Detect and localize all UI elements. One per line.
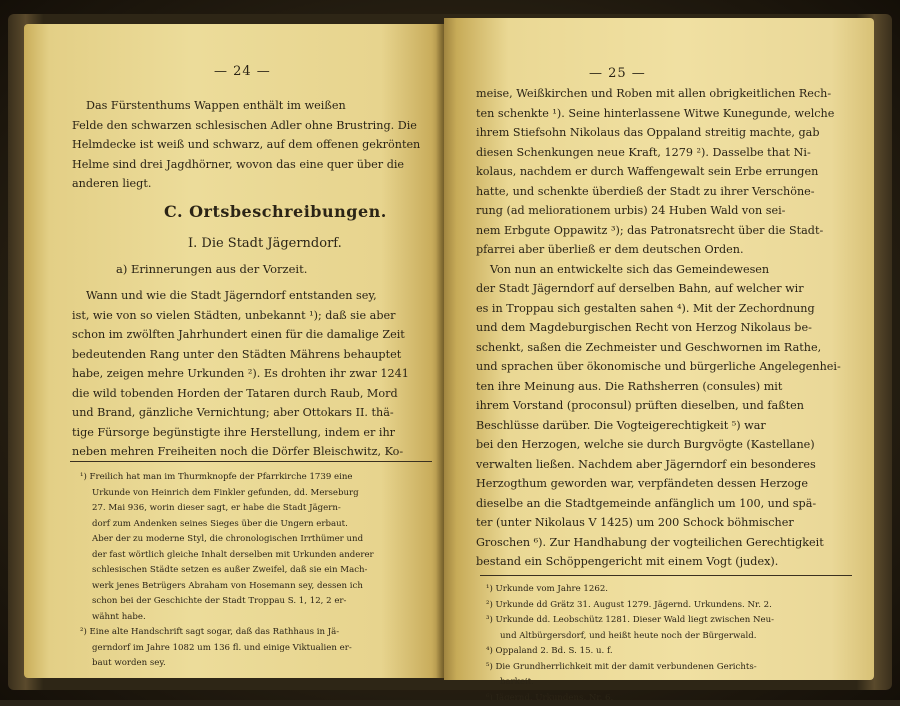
footnote-line: ¹) Freilich hat man im Thurmknopfe der Pfarrkirche 1739 eine <box>70 470 434 486</box>
text-line: Herzogthum geworden war, verpfändeten dessen Herzoge <box>476 474 852 494</box>
text-line: anderen liegt. <box>72 174 432 194</box>
text-line: ten ihre Meinung aus. Die Rathsherren (consules) mit <box>476 377 852 397</box>
text-line: neben mehren Freiheiten noch die Dörfer Bleischwitz, Ko- <box>72 442 432 462</box>
page-number-right: — 25 — <box>589 66 646 81</box>
footnote-line: 27. Mai 936, worin dieser sagt, er habe die Stadt Jägern- <box>70 501 434 517</box>
footnote-line: ⁵) Die Grundherrlichkeit mit der damit verbundenen Gerichts- <box>486 660 846 676</box>
text-line: bei den Herzogen, welche sie durch Burgvögte (Kastellane) <box>476 435 852 455</box>
text-line: Groschen ⁶). Zur Handhabung der vogteilichen Gerechtigkeit <box>476 533 852 553</box>
text-line: schenkt, saßen die Zechmeister und Geschwornen im Rathe, <box>476 338 852 358</box>
footnote-line: ⁴) Oppaland 2. Bd. S. 15. u. f. <box>486 644 846 660</box>
sub-title: I. Die Stadt Jägerndorf. <box>188 236 342 251</box>
text-line: ter (unter Nikolaus V 1425) um 200 Schock böhmischer <box>476 513 852 533</box>
text-line: und sprachen über ökonomische und bürgerliche Angelegenhei- <box>476 357 852 377</box>
footnote-line: werk jenes Betrügers Abraham von Hosemann sey, dessen ich <box>70 579 434 595</box>
right-page <box>444 18 874 680</box>
footnote-line: ⁶) Jägernd. Urkundens. Nr. 6. <box>486 691 846 706</box>
footnote-divider <box>70 461 432 462</box>
footnote-line: ¹) Urkunde vom Jahre 1262. <box>486 582 846 598</box>
sub-section-title: a) Erinnerungen aus der Vorzeit. <box>116 262 307 276</box>
text-line: ten schenkte ¹). Seine hinterlassene Witwe Kunegunde, welche <box>476 104 852 124</box>
footnote-line: Urkunde von Heinrich dem Finkler gefunden, dd. Merseburg <box>70 486 434 502</box>
text-line: schon im zwölften Jahrhundert einen für die damalige Zeit <box>72 325 432 345</box>
right-main-text <box>476 84 852 572</box>
footnote-line: schlesischen Städte setzen es außer Zweifel, daß sie ein Mach- <box>70 563 434 579</box>
text-line: verwalten ließen. Nachdem aber Jägerndorf ein besonderes <box>476 455 852 475</box>
footnote-line: ³) Urkunde dd. Leobschütz 1281. Dieser Wald liegt zwischen Neu- <box>486 613 846 629</box>
footnote-line: Aber der zu moderne Styl, die chronologischen Irrthümer und <box>70 532 434 548</box>
footnote-line: barkeit. <box>486 675 846 691</box>
footnote-line: und Altbürgersdorf, und heißt heute noch der Bürgerwald. <box>486 629 846 645</box>
footnote-line: ²) Eine alte Handschrift sagt sogar, daß das Rathhaus in Jä- <box>70 625 434 641</box>
text-line: bestand ein Schöppengericht mit einem Vogt (judex). <box>476 552 852 572</box>
left-page <box>24 24 444 678</box>
footnote-line: dorf zum Andenken seines Sieges über die Ungern erbaut. <box>70 517 434 533</box>
text-line: ist, wie von so vielen Städten, unbekannt ¹); daß sie aber <box>72 306 432 326</box>
footnote-line: ²) Urkunde dd Grätz 31. August 1279. Jägernd. Urkundens. Nr. 2. <box>486 598 846 614</box>
footnote-line: wähnt habe. <box>70 610 434 626</box>
text-line: Beschlüsse darüber. Die Vogteigerechtigkeit ⁵) war <box>476 416 852 436</box>
text-line: und dem Magdeburgischen Recht von Herzog Nikolaus be- <box>476 318 852 338</box>
text-line: es in Troppau sich gestalten sahen ⁴). Mit der Zechordnung <box>476 299 852 319</box>
text-line: dieselbe an die Stadtgemeinde anfänglich um 100, und spä- <box>476 494 852 514</box>
text-line: meise, Weißkirchen und Roben mit allen obrigkeitlichen Rech- <box>476 84 852 104</box>
text-line: rung (ad meliorationem urbis) 24 Huben Wald von sei- <box>476 201 852 221</box>
text-line: kolaus, nachdem er durch Waffengewalt sein Erbe errungen <box>476 162 852 182</box>
text-line: ihrem Vorstand (proconsul) prüften dieselben, und faßten <box>476 396 852 416</box>
footnotes-right <box>486 500 846 706</box>
text-line: die wild tobenden Horden der Tataren durch Raub, Mord <box>72 384 432 404</box>
text-line: diesen Schenkungen neue Kraft, 1279 ²). Dasselbe that Ni- <box>476 143 852 163</box>
footnotes-left <box>70 470 434 672</box>
text-line: pfarrei aber überließ er dem deutschen Orden. <box>476 240 852 260</box>
text-line: Das Fürstenthums Wappen enthält im weißen <box>72 96 432 116</box>
text-line: Helme sind drei Jagdhörner, wovon das eine quer über die <box>72 155 432 175</box>
text-line: der Stadt Jägerndorf auf derselben Bahn, auf welcher wir <box>476 279 852 299</box>
text-line: bedeutenden Rang unter den Städten Mährens behauptet <box>72 345 432 365</box>
text-line: habe, zeigen mehre Urkunden ²). Es drohten ihr zwar 1241 <box>72 364 432 384</box>
text-line: Felde den schwarzen schlesischen Adler ohne Brustring. Die <box>72 116 432 136</box>
intro-paragraph <box>72 96 432 194</box>
text-line: Von nun an entwickelte sich das Gemeindewesen <box>476 260 852 280</box>
footnote-line: baut worden sey. <box>70 656 434 672</box>
footnote-line: schon bei der Geschichte der Stadt Troppau S. 1, 12, 2 er- <box>70 594 434 610</box>
text-line: Wann und wie die Stadt Jägerndorf entstanden sey, <box>72 286 432 306</box>
main-paragraph <box>72 286 432 462</box>
text-line: nem Erbgute Oppawitz ³); das Patronatsrecht über die Stadt- <box>476 221 852 241</box>
footnote-line: der fast wörtlich gleiche Inhalt derselben mit Urkunden anderer <box>70 548 434 564</box>
text-line: tige Fürsorge begünstigte ihre Herstellung, indem er ihr <box>72 423 432 443</box>
page-number-left: — 24 — <box>214 64 271 79</box>
text-line: Helmdecke ist weiß und schwarz, auf dem offenen gekrönten <box>72 135 432 155</box>
footnote-line: gerndorf im Jahre 1082 um 136 fl. und einige Viktualien er- <box>70 641 434 657</box>
text-line: und Brand, gänzliche Vernichtung; aber Ottokars II. thä- <box>72 403 432 423</box>
text-line: ihrem Stiefsohn Nikolaus das Oppaland streitig machte, gab <box>476 123 852 143</box>
text-line: hatte, und schenkte überdieß der Stadt zu ihrer Verschöne- <box>476 182 852 202</box>
section-title: C. Ortsbeschreibungen. <box>164 202 387 221</box>
